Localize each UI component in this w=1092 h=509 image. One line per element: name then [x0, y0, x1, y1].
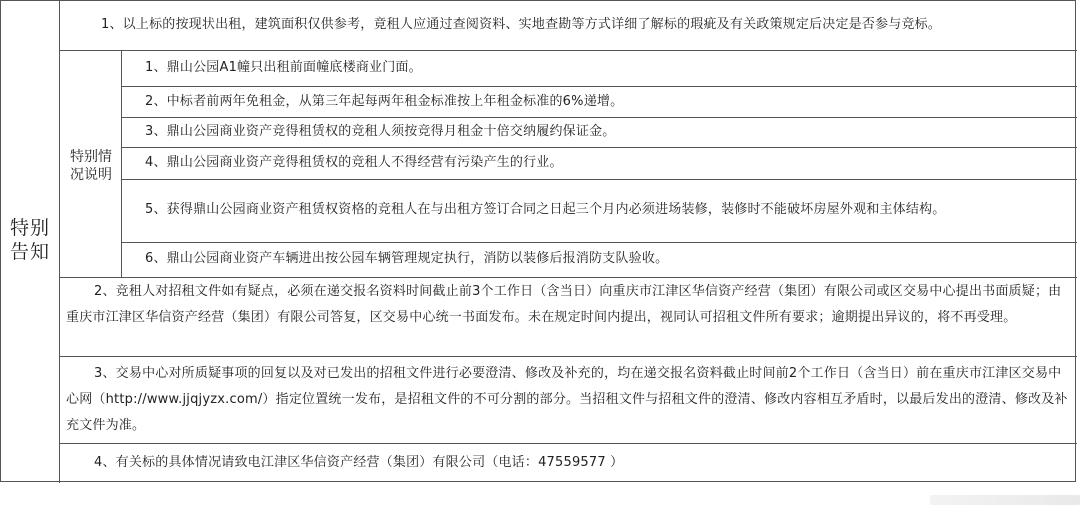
- row-divider: [121, 242, 1077, 243]
- row-divider: [59, 50, 1077, 51]
- special-item-text: 5、获得鼎山公园商业资产租赁权资格的竞租人在与出租方签订合同之日起三个月内必须进场装修，装修时不能破坏房屋外观和主体结构。: [145, 202, 946, 217]
- special-item: [145, 246, 1065, 272]
- special-item-text: 6、鼎山公园商业资产车辆进出按公园车辆管理规定执行，消防以装修后报消防支队验收。: [145, 251, 669, 266]
- special-item: [145, 150, 1065, 176]
- row-divider: [59, 277, 1077, 278]
- notice-item-3: [66, 361, 1069, 439]
- notice-item-1-text: 1、以上标的按现状出租，建筑面积仅供参考，竟租人应通过查阅资料、实地查勘等方式详细了解标的瑕疵及有关政策规定后决定是否参与竞标。: [101, 17, 942, 32]
- special-item: [145, 55, 1065, 81]
- col-divider: [59, 1, 60, 483]
- section-label-text: 特别告知: [10, 217, 51, 263]
- row-divider: [121, 147, 1077, 148]
- notice-item-1: [101, 12, 1071, 38]
- special-item: [145, 197, 1070, 223]
- notice-item-2-text: 2、竞租人对招租文件如有疑点，必须在递交报名资料时间截止前3个工作日（含当日）向重庆市江津区华信资产经营（集团）有限公司或区交易中心提出书面质疑；由重庆市江津区华信资产经营（集团）有限公司答复，区交易中心统一书面发布。未在规定时间内提出，视同认可招租文件所有要求；逾期提出异议的，将不再受理。: [66, 284, 1062, 325]
- notice-item-4-text: 4、有关标的具体情况请致电江津区华信资产经营（集团）有限公司（电话：47559577 ）: [94, 455, 624, 470]
- special-notes-label: [63, 148, 119, 184]
- notice-item-3-text: 3、交易中心对所质疑事项的回复以及对已发出的招租文件进行必要澄清、修改及补充的，均在递交报名资料截止时间前2个工作日（含当日）前在重庆市江津区交易中心网（http://www.jjqjyzx.com/）指定位置统一发布，是招租文件的不可分割的部分。当招租文件与招租文件的澄清、修改内容相互矛盾时，以最后发出的澄清、修改及补充文件为准。: [66, 366, 1068, 433]
- special-item-text: 1、鼎山公园A1幢只出租前面幢底楼商业门面。: [145, 60, 422, 75]
- special-notes-label-text: 特别情况说明: [70, 149, 112, 183]
- special-item-text: 2、中标者前两年免租金，从第三年起每两年租金标准按上年租金标准的6%递增。: [145, 94, 624, 109]
- special-item: [145, 119, 1065, 145]
- notice-item-2: [66, 279, 1069, 331]
- row-divider: [59, 356, 1077, 357]
- special-item: [145, 89, 1065, 115]
- row-divider: [121, 179, 1077, 180]
- special-item-text: 4、鼎山公园商业资产竞得租赁权的竞租人不得经营有污染产生的行业。: [145, 155, 563, 170]
- notice-item-4: [94, 450, 1069, 476]
- row-divider: [121, 117, 1077, 118]
- row-divider: [121, 86, 1077, 87]
- row-divider: [59, 443, 1077, 444]
- watermark: [930, 495, 1080, 505]
- section-label: [5, 216, 55, 264]
- special-item-text: 3、鼎山公园商业资产竞得租赁权的竞租人须按竞得月租金十倍交纳履约保证金。: [145, 124, 616, 139]
